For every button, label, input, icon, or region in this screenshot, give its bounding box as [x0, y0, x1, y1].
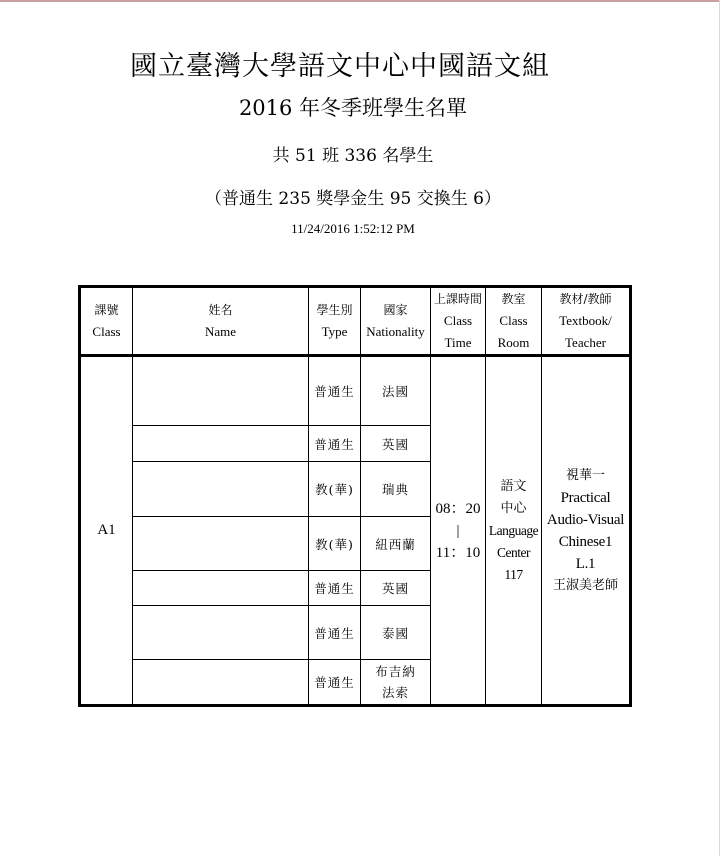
nationality-cell: 法國 — [361, 356, 431, 426]
header-time-zh: 上課時間 — [433, 292, 482, 306]
textbook-teacher — [542, 356, 631, 706]
time-end: 11：10 — [435, 544, 481, 561]
type-cell: 教(華) — [309, 462, 361, 517]
header-name — [133, 287, 309, 356]
header-book-zh: 教材/教師 — [559, 292, 612, 306]
type-cell: 普通生 — [309, 660, 361, 706]
header-class-en: Class — [92, 324, 121, 339]
teacher-name: 王淑美老師 — [552, 577, 618, 593]
name-cell — [133, 660, 309, 706]
header-room — [486, 287, 542, 356]
name-cell — [133, 571, 309, 606]
type-cell: 普通生 — [309, 426, 361, 462]
nationality-cell: 紐西蘭 — [361, 517, 431, 571]
nationality-line1: 布吉納 — [375, 664, 416, 679]
header-type — [309, 287, 361, 356]
type-cell: 普通生 — [309, 606, 361, 660]
header-room-en2: Room — [497, 335, 530, 350]
time-separator: | — [456, 522, 460, 539]
nationality-cell — [361, 660, 431, 706]
book-en3: Chinese1 — [558, 533, 613, 550]
name-cell — [133, 606, 309, 660]
name-cell — [133, 426, 309, 462]
room-zh1: 語文 — [500, 478, 527, 494]
header-time-en1: Class — [443, 313, 473, 328]
header-nationality — [361, 287, 431, 356]
class-room — [486, 356, 542, 706]
document-subtitle: 2016 年冬季班學生名單 — [238, 96, 468, 120]
name-cell — [133, 517, 309, 571]
table-row — [80, 356, 631, 426]
header-type-en: Type — [321, 324, 348, 339]
header-nat-en: Nationality — [366, 324, 425, 339]
nationality-cell: 瑞典 — [361, 462, 431, 517]
room-en1: Language — [488, 522, 539, 538]
header-name-en: Name — [204, 324, 237, 339]
header-time-en2: Time — [444, 335, 472, 350]
student-table — [78, 285, 632, 707]
name-cell — [133, 356, 309, 426]
type-cell: 普通生 — [309, 356, 361, 426]
nationality-cell: 泰國 — [361, 606, 431, 660]
book-zh: 視華一 — [565, 467, 605, 483]
header-book-en1: Textbook/ — [559, 313, 612, 328]
timestamp: 11/24/2016 1:52:12 PM — [291, 221, 415, 236]
document-title: 國立臺灣大學語文中心中國語文組 — [130, 51, 550, 82]
header-class-zh: 課號 — [94, 303, 119, 317]
header-book-en2: Teacher — [565, 335, 606, 350]
room-zh2: 中心 — [500, 500, 527, 516]
book-en1: Practical — [560, 489, 611, 506]
student-breakdown: （普通生 235 獎學金生 95 交換生 6） — [205, 189, 501, 209]
header-nat-zh: 國家 — [383, 303, 408, 317]
page-top-border — [0, 0, 720, 2]
header-type-zh: 學生別 — [316, 303, 353, 317]
book-en2: Audio-Visual — [546, 511, 625, 528]
nationality-cell: 英國 — [361, 426, 431, 462]
room-number: 117 — [504, 566, 523, 582]
class-code: A1 — [80, 356, 133, 706]
header-time — [431, 287, 486, 356]
type-cell: 教(華) — [309, 517, 361, 571]
nationality-line2: 法索 — [381, 685, 409, 700]
class-time — [431, 356, 486, 706]
name-cell — [133, 462, 309, 517]
header-textbook — [542, 287, 631, 356]
header-name-zh: 姓名 — [208, 303, 233, 317]
book-en4: L.1 — [575, 555, 596, 572]
room-en2: Center — [497, 544, 530, 560]
nationality-cell: 英國 — [361, 571, 431, 606]
table-header-row — [80, 287, 631, 356]
header-room-en1: Class — [499, 313, 528, 328]
header-class — [80, 287, 133, 356]
time-start: 08：20 — [435, 500, 481, 517]
type-cell: 普通生 — [309, 571, 361, 606]
header-room-zh: 教室 — [501, 292, 526, 306]
student-summary: 共 51 班 336 名學生 — [272, 146, 434, 166]
